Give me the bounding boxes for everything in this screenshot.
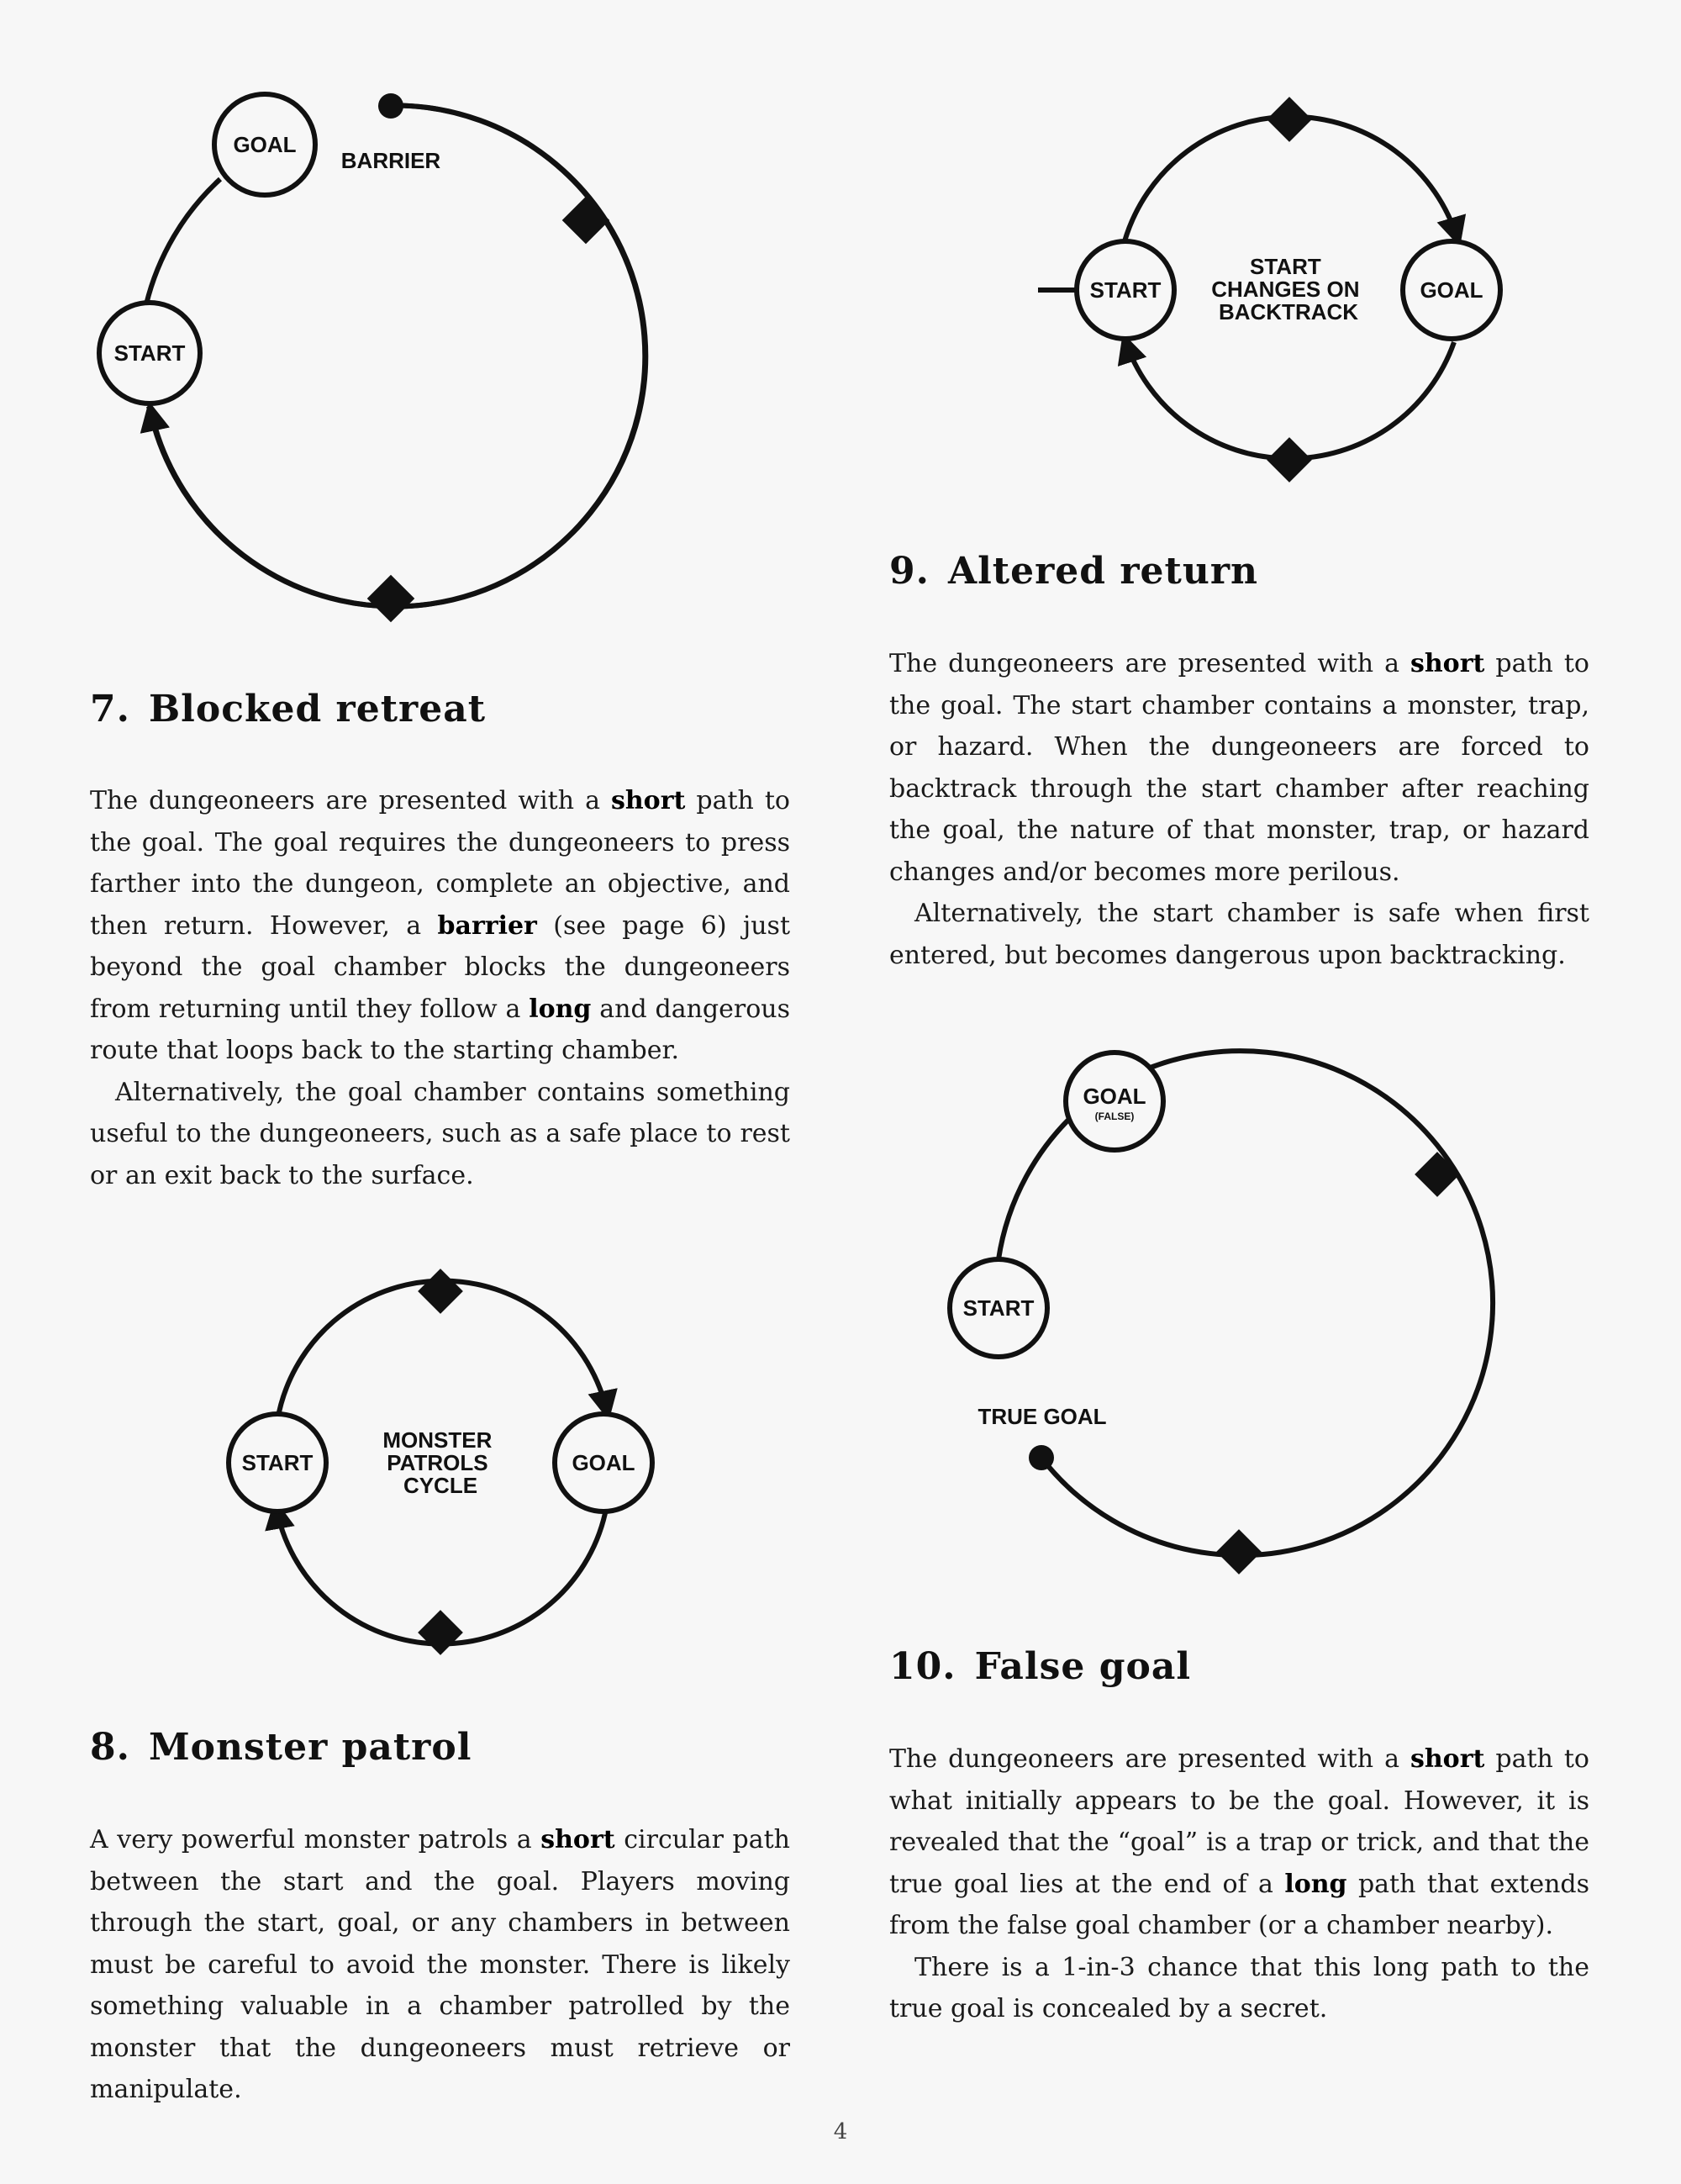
svg-text:GOAL: GOAL xyxy=(1083,1084,1146,1109)
chamber-diamond xyxy=(1267,437,1312,483)
chamber-diamond xyxy=(1415,1152,1460,1197)
paragraph: A very powerful monster patrols a short circular path between the start and the goal. Players moving through the start, goal, or any chambers in between must be careful to avoid the monster. There is likely something valuable in a chamber patrolled by the monster that the dungeoneers must retrieve or manipulate. xyxy=(90,1825,790,2104)
true-goal-label: TRUE GOAL xyxy=(978,1404,1107,1429)
start-node xyxy=(950,1259,1047,1357)
section-body-7 xyxy=(90,780,790,1196)
section-heading-8: 8. Monster patrol xyxy=(90,1726,472,1769)
goal-link xyxy=(146,179,220,304)
goal-node xyxy=(555,1414,652,1511)
paragraph: Alternatively, the start chamber is safe when first entered, but becomes dangerous upon backtracking. xyxy=(889,899,1589,970)
svg-text:GOAL: GOAL xyxy=(572,1450,635,1475)
section-heading-7: 7. Blocked retreat xyxy=(90,688,487,731)
section-body-8 xyxy=(90,1819,790,2111)
chamber-diamond xyxy=(418,1610,463,1655)
paragraph: The dungeoneers are presented with a short path to what initially appears to be the goal. However, it is revealed that the “goal” is a trap or trick, and that the true goal lies at the end of a long path that extends from the false goal chamber (or a chamber nearby). xyxy=(889,1744,1590,1940)
chamber-diamond xyxy=(418,1269,463,1314)
diagram-false-goal xyxy=(925,1026,1513,1580)
section-heading-10: 10. False goal xyxy=(889,1645,1192,1688)
goal-node xyxy=(1403,241,1500,339)
svg-text:GOAL: GOAL xyxy=(1420,277,1483,303)
paragraph: The dungeoneers are presented with a short path to the goal. The goal requires the dungeoneers to press farther into the dungeon, complete an objective, and then return. However, a barrier (see page 6) just beyond the goal chamber blocks the dungeoneers from returning until they follow a long and dangerous route that loops back to the starting chamber. xyxy=(90,786,790,1065)
chamber-diamond xyxy=(1267,97,1312,142)
false-goal-node xyxy=(1066,1052,1163,1150)
return-path xyxy=(150,105,646,606)
diagram-blocked-retreat xyxy=(67,67,672,656)
chamber-diamond xyxy=(1216,1529,1262,1575)
start-node xyxy=(229,1414,326,1511)
barrier-dot xyxy=(378,93,403,119)
section-body-10 xyxy=(889,1738,1589,2030)
section-body-9 xyxy=(889,643,1589,976)
chamber-diamond xyxy=(367,575,415,623)
section-heading-9: 9. Altered return xyxy=(889,550,1259,593)
svg-text:GOAL: GOAL xyxy=(233,132,297,157)
diagram-altered-return xyxy=(1030,84,1517,488)
chamber-diamond xyxy=(562,197,610,245)
cycle-path xyxy=(148,105,645,606)
paragraph: Alternatively, the goal chamber contains something useful to the dungeoneers, such as a safe place to rest or an exit back to the surface. xyxy=(90,1077,790,1190)
true-goal-dot xyxy=(1029,1445,1054,1470)
center-label: START CHANGES ON BACKTRACK xyxy=(1211,254,1360,324)
svg-text:START: START xyxy=(113,340,186,366)
diagram-monster-patrol xyxy=(202,1253,689,1664)
svg-text:START: START xyxy=(962,1295,1035,1321)
svg-text:START: START xyxy=(241,1450,314,1475)
svg-text:START: START xyxy=(1089,277,1162,303)
goal-node xyxy=(214,94,315,195)
paragraph: The dungeoneers are presented with a short path to the goal. The start chamber contains a monster, trap, or hazard. When the dungeoneers are forced to backtrack through the start chamber after reaching the goal, the nature of that monster, trap, or hazard changes and/or becomes more perilous. xyxy=(889,649,1589,887)
start-node xyxy=(1077,241,1174,339)
svg-text:(FALSE): (FALSE) xyxy=(1094,1110,1135,1122)
short-path xyxy=(999,1108,1081,1259)
center-label: MONSTER PATROLS CYCLE xyxy=(382,1427,493,1498)
paragraph: There is a 1-in-3 chance that this long path to the true goal is concealed by a secret. xyxy=(889,1952,1589,2023)
page-number: 4 xyxy=(833,2119,848,2144)
barrier-label: BARRIER xyxy=(340,148,441,173)
start-node xyxy=(99,303,200,404)
